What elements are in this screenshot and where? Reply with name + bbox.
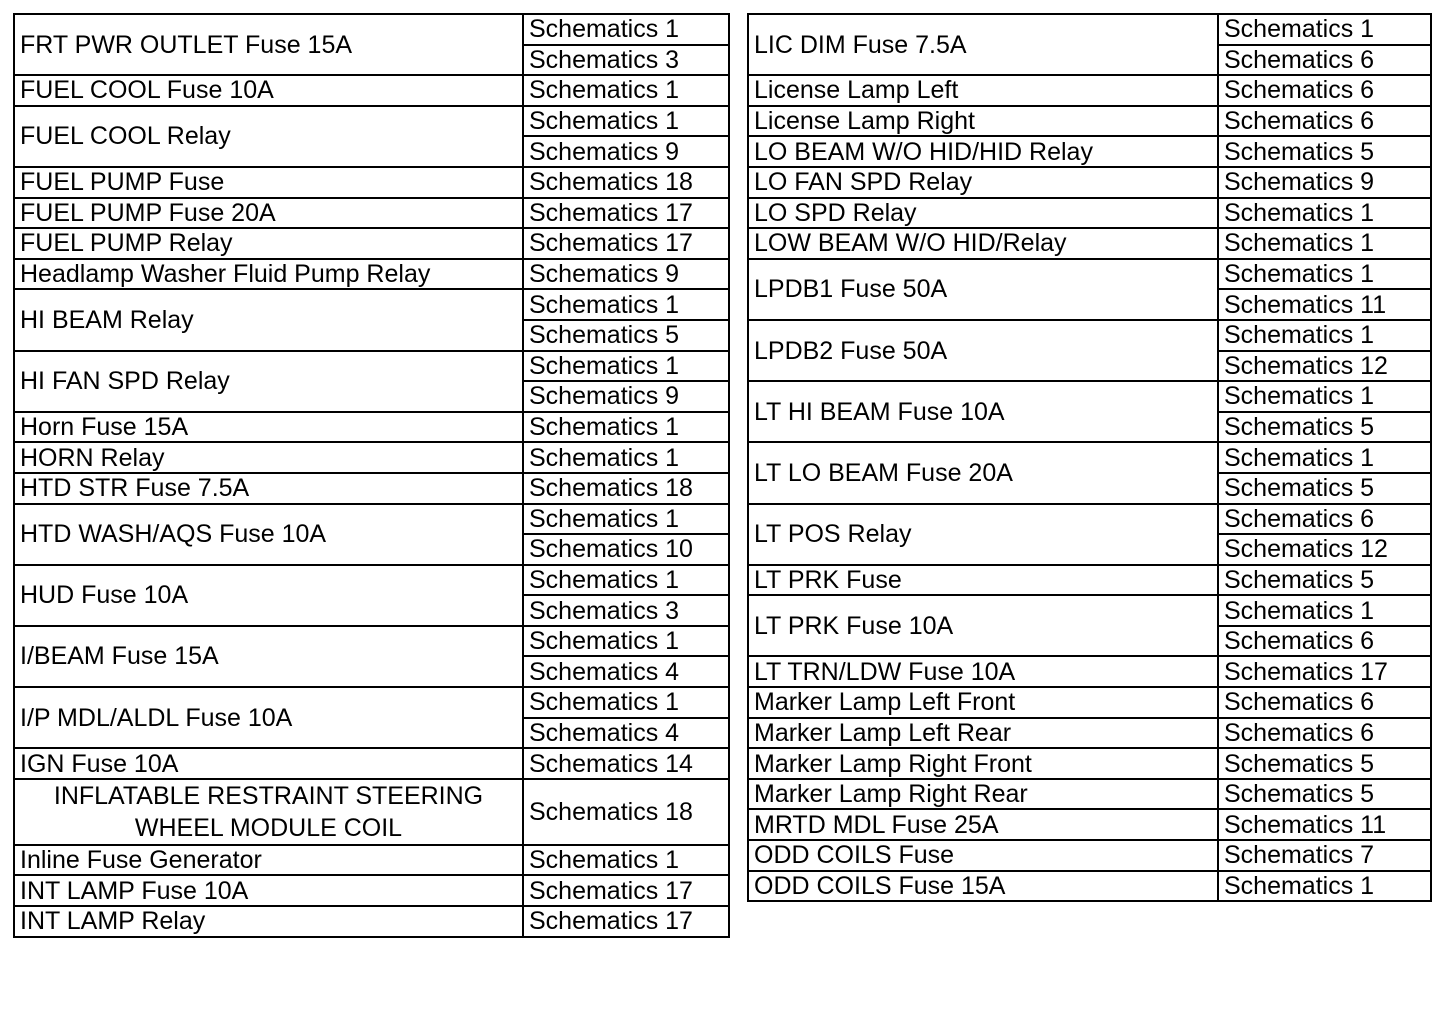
table-row xyxy=(748,809,1431,840)
component-name-cell: LO FAN SPD Relay xyxy=(748,167,1218,198)
table-row xyxy=(748,75,1431,106)
component-name-cell: LT PRK Fuse 10A xyxy=(748,595,1218,656)
schematic-ref-cell: Schematics 5 xyxy=(523,320,729,351)
table-row xyxy=(14,442,729,473)
schematic-ref-cell: Schematics 5 xyxy=(1218,136,1431,167)
component-name-cell: LT POS Relay xyxy=(748,504,1218,565)
table-row xyxy=(748,687,1431,718)
component-name-cell: HUD Fuse 10A xyxy=(14,565,523,626)
schematic-ref-cell: Schematics 6 xyxy=(1218,626,1431,657)
right-table-body xyxy=(748,14,1431,901)
schematic-ref-cell: Schematics 5 xyxy=(1218,565,1431,596)
table-row xyxy=(14,473,729,504)
component-name-cell: I/P MDL/ALDL Fuse 10A xyxy=(14,687,523,748)
table-row xyxy=(14,875,729,906)
schematic-ref-cell: Schematics 1 xyxy=(523,412,729,443)
component-name-cell: LT HI BEAM Fuse 10A xyxy=(748,381,1218,442)
schematic-ref-cell: Schematics 12 xyxy=(1218,534,1431,565)
component-name-cell: I/BEAM Fuse 15A xyxy=(14,626,523,687)
table-row xyxy=(748,595,1431,626)
schematic-ref-cell: Schematics 1 xyxy=(1218,442,1431,473)
component-name-cell: LO SPD Relay xyxy=(748,198,1218,229)
table-row xyxy=(748,259,1431,290)
table-row xyxy=(14,412,729,443)
table-row xyxy=(14,75,729,106)
table-row xyxy=(14,748,729,779)
schematic-ref-cell: Schematics 18 xyxy=(523,779,729,845)
table-row xyxy=(14,289,729,320)
schematic-ref-cell: Schematics 4 xyxy=(523,656,729,687)
table-row xyxy=(748,228,1431,259)
table-row xyxy=(748,106,1431,137)
schematic-ref-cell: Schematics 1 xyxy=(1218,871,1431,902)
schematic-ref-cell: Schematics 5 xyxy=(1218,779,1431,810)
component-name-cell: IGN Fuse 10A xyxy=(14,748,523,779)
schematic-ref-cell: Schematics 14 xyxy=(523,748,729,779)
schematic-ref-cell: Schematics 9 xyxy=(1218,167,1431,198)
component-name-cell: License Lamp Right xyxy=(748,106,1218,137)
schematic-ref-cell: Schematics 9 xyxy=(523,381,729,412)
component-name-cell: HORN Relay xyxy=(14,442,523,473)
component-name-cell: MRTD MDL Fuse 25A xyxy=(748,809,1218,840)
schematic-ref-cell: Schematics 18 xyxy=(523,473,729,504)
table-row xyxy=(14,351,729,382)
table-row xyxy=(748,167,1431,198)
component-name-cell: FRT PWR OUTLET Fuse 15A xyxy=(14,14,523,75)
table-row xyxy=(14,906,729,937)
component-name-cell: Marker Lamp Right Rear xyxy=(748,779,1218,810)
component-name-cell: LT TRN/LDW Fuse 10A xyxy=(748,656,1218,687)
left-table-body xyxy=(14,14,729,937)
schematic-ref-cell: Schematics 1 xyxy=(523,845,729,876)
table-row xyxy=(748,504,1431,535)
table-row xyxy=(748,840,1431,871)
schematic-ref-cell: Schematics 1 xyxy=(523,565,729,596)
schematic-ref-cell: Schematics 1 xyxy=(1218,320,1431,351)
table-row xyxy=(14,167,729,198)
schematic-ref-cell: Schematics 5 xyxy=(1218,748,1431,779)
schematic-ref-cell: Schematics 1 xyxy=(523,442,729,473)
component-name-cell: FUEL PUMP Fuse 20A xyxy=(14,198,523,229)
component-name-cell: LT PRK Fuse xyxy=(748,565,1218,596)
component-name-cell: FUEL COOL Relay xyxy=(14,106,523,167)
table-row xyxy=(748,871,1431,902)
schematic-ref-cell: Schematics 1 xyxy=(1218,198,1431,229)
schematic-ref-cell: Schematics 6 xyxy=(1218,718,1431,749)
schematic-ref-cell: Schematics 17 xyxy=(523,906,729,937)
schematic-ref-cell: Schematics 1 xyxy=(523,626,729,657)
table-row xyxy=(14,14,729,45)
schematic-ref-cell: Schematics 9 xyxy=(523,136,729,167)
component-name-cell: FUEL COOL Fuse 10A xyxy=(14,75,523,106)
schematic-ref-cell: Schematics 7 xyxy=(1218,840,1431,871)
component-name-cell: INFLATABLE RESTRAINT STEERING WHEEL MODULE COIL xyxy=(14,779,523,845)
schematic-ref-cell: Schematics 1 xyxy=(523,289,729,320)
component-name-cell: FUEL PUMP Fuse xyxy=(14,167,523,198)
component-name-cell: INT LAMP Relay xyxy=(14,906,523,937)
component-name-cell: Marker Lamp Right Front xyxy=(748,748,1218,779)
table-row xyxy=(748,14,1431,45)
table-row xyxy=(748,748,1431,779)
table-row xyxy=(748,656,1431,687)
table-row xyxy=(748,442,1431,473)
component-name-cell: Horn Fuse 15A xyxy=(14,412,523,443)
table-row xyxy=(14,106,729,137)
schematic-ref-cell: Schematics 1 xyxy=(523,687,729,718)
schematic-ref-cell: Schematics 12 xyxy=(1218,351,1431,382)
schematic-ref-cell: Schematics 11 xyxy=(1218,289,1431,320)
schematic-ref-cell: Schematics 1 xyxy=(1218,381,1431,412)
schematic-ref-cell: Schematics 1 xyxy=(1218,14,1431,45)
table-row xyxy=(14,228,729,259)
component-name-cell: Marker Lamp Left Rear xyxy=(748,718,1218,749)
component-name-cell: HI BEAM Relay xyxy=(14,289,523,350)
schematic-ref-cell: Schematics 17 xyxy=(523,198,729,229)
table-row xyxy=(14,198,729,229)
component-name-cell: LPDB1 Fuse 50A xyxy=(748,259,1218,320)
component-name-cell: HTD STR Fuse 7.5A xyxy=(14,473,523,504)
component-name-cell: LPDB2 Fuse 50A xyxy=(748,320,1218,381)
component-name-cell: LOW BEAM W/O HID/Relay xyxy=(748,228,1218,259)
schematic-ref-cell: Schematics 18 xyxy=(523,167,729,198)
component-name-cell: LT LO BEAM Fuse 20A xyxy=(748,442,1218,503)
schematic-ref-cell: Schematics 17 xyxy=(523,228,729,259)
component-index-table-left xyxy=(13,13,730,938)
schematic-ref-cell: Schematics 17 xyxy=(1218,656,1431,687)
component-name-cell: HTD WASH/AQS Fuse 10A xyxy=(14,504,523,565)
component-name-cell: Inline Fuse Generator xyxy=(14,845,523,876)
schematic-ref-cell: Schematics 5 xyxy=(1218,412,1431,443)
schematic-ref-cell: Schematics 4 xyxy=(523,718,729,749)
component-name-cell: Marker Lamp Left Front xyxy=(748,687,1218,718)
schematic-ref-cell: Schematics 1 xyxy=(523,106,729,137)
schematic-ref-cell: Schematics 1 xyxy=(1218,228,1431,259)
table-row xyxy=(748,198,1431,229)
component-name-cell: ODD COILS Fuse xyxy=(748,840,1218,871)
table-row xyxy=(14,565,729,596)
table-row xyxy=(14,259,729,290)
table-row xyxy=(14,626,729,657)
component-name-cell: LO BEAM W/O HID/HID Relay xyxy=(748,136,1218,167)
schematic-ref-cell: Schematics 6 xyxy=(1218,75,1431,106)
table-row xyxy=(748,718,1431,749)
component-name-cell: HI FAN SPD Relay xyxy=(14,351,523,412)
schematic-ref-cell: Schematics 10 xyxy=(523,534,729,565)
component-name-cell: LIC DIM Fuse 7.5A xyxy=(748,14,1218,75)
component-index-table-right xyxy=(747,13,1432,902)
schematic-ref-cell: Schematics 9 xyxy=(523,259,729,290)
component-name-cell: Headlamp Washer Fluid Pump Relay xyxy=(14,259,523,290)
schematic-ref-cell: Schematics 6 xyxy=(1218,687,1431,718)
schematic-ref-cell: Schematics 1 xyxy=(523,351,729,382)
component-name-cell: ODD COILS Fuse 15A xyxy=(748,871,1218,902)
component-name-cell: FUEL PUMP Relay xyxy=(14,228,523,259)
schematic-ref-cell: Schematics 17 xyxy=(523,875,729,906)
schematic-ref-cell: Schematics 1 xyxy=(523,75,729,106)
schematic-ref-cell: Schematics 3 xyxy=(523,45,729,76)
schematic-ref-cell: Schematics 3 xyxy=(523,595,729,626)
schematic-ref-cell: Schematics 1 xyxy=(1218,595,1431,626)
table-row xyxy=(14,845,729,876)
table-row xyxy=(14,504,729,535)
component-name-cell: License Lamp Left xyxy=(748,75,1218,106)
table-row xyxy=(748,136,1431,167)
schematic-ref-cell: Schematics 1 xyxy=(523,14,729,45)
schematic-ref-cell: Schematics 6 xyxy=(1218,504,1431,535)
schematic-ref-cell: Schematics 1 xyxy=(1218,259,1431,290)
table-row xyxy=(14,687,729,718)
table-row xyxy=(748,381,1431,412)
schematic-ref-cell: Schematics 6 xyxy=(1218,45,1431,76)
schematic-ref-cell: Schematics 1 xyxy=(523,504,729,535)
schematic-ref-cell: Schematics 5 xyxy=(1218,473,1431,504)
schematic-ref-cell: Schematics 11 xyxy=(1218,809,1431,840)
table-row xyxy=(748,320,1431,351)
schematic-ref-cell: Schematics 6 xyxy=(1218,106,1431,137)
component-name-cell: INT LAMP Fuse 10A xyxy=(14,875,523,906)
table-row xyxy=(748,565,1431,596)
